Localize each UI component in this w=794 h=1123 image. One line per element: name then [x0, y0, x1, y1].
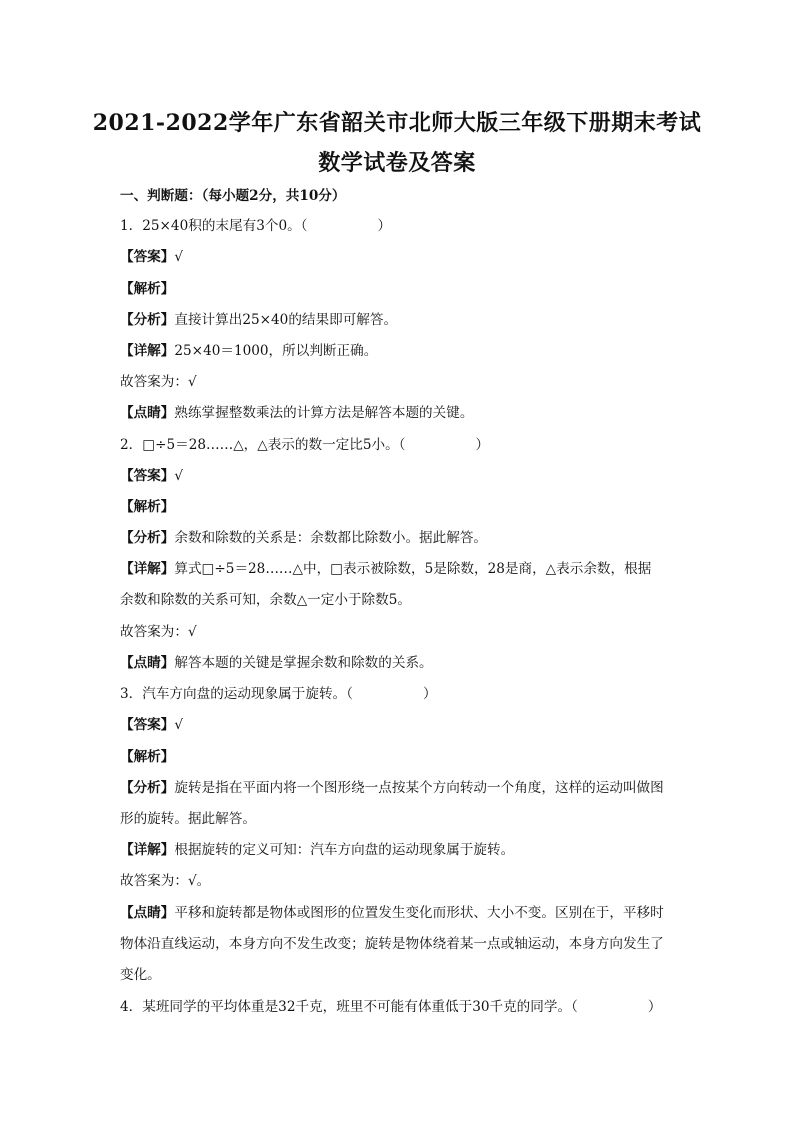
q2-xiangjie-1: 算式□÷5＝28……△中，□表示被除数，5是除数，28是商，△表示余数，根据 — [174, 561, 652, 577]
answer-tag: 【答案】 — [120, 468, 175, 484]
analysis-tag: 【解析】 — [120, 281, 175, 297]
q2-fenxi-row — [120, 528, 487, 548]
q3-answer: √ — [174, 717, 184, 733]
question-3 — [120, 684, 437, 704]
doc-title-line1: 2021-2022学年广东省韶关市北师大版三年级下册期末考试 — [92, 110, 702, 136]
section-header: 一、判断题：（每小题2分，共10分） — [120, 188, 346, 204]
xiangjie-tag: 【详解】 — [120, 343, 175, 359]
q3-dianjing-row — [120, 903, 664, 923]
q2-answer: √ — [174, 468, 184, 484]
q3-dianjing-1: 平移和旋转都是物体或图形的位置发生变化而形状、大小不变。区别在于，平移时 — [174, 905, 664, 921]
q1-fenxi-row — [120, 310, 397, 330]
question-4-close: ） — [647, 999, 662, 1015]
q2-xiangjie-2: 余数和除数的关系可知，余数△一定小于除数5。 — [120, 592, 411, 608]
analysis-tag: 【解析】 — [120, 749, 175, 765]
q3-answer-row — [120, 715, 183, 735]
q2-answer-row — [120, 466, 183, 486]
q3-xiangjie: 根据旋转的定义可知：汽车方向盘的运动现象属于旋转。 — [174, 842, 515, 858]
dianjing-tag: 【点睛】 — [120, 405, 175, 421]
q3-xiangjie-row — [120, 840, 514, 860]
question-4 — [120, 997, 661, 1017]
q3-dianjing-2: 物体沿直线运动，本身方向不发生改变；旋转是物体绕着某一点或轴运动，本身方向发生了 — [120, 936, 664, 952]
question-1 — [120, 216, 391, 236]
q1-dianjing: 熟练掌握整数乘法的计算方法是解答本题的关键。 — [174, 405, 474, 421]
q2-dianjing: 解答本题的关键是掌握余数和除数的关系。 — [174, 655, 433, 671]
xiangjie-tag: 【详解】 — [120, 561, 175, 577]
q3-fenxi-2: 形的旋转。据此解答。 — [120, 811, 256, 827]
q1-final-answer: 故答案为：√ — [120, 374, 197, 390]
doc-title-line2: 数学试卷及答案 — [318, 150, 476, 176]
q1-xiangjie: 25×40＝1000，所以判断正确。 — [174, 343, 378, 359]
q1-fenxi: 直接计算出25×40的结果即可解答。 — [174, 312, 398, 328]
dianjing-tag: 【点睛】 — [120, 905, 175, 921]
q1-xiangjie-row — [120, 341, 377, 361]
answer-tag: 【答案】 — [120, 717, 175, 733]
answer-tag: 【答案】 — [120, 249, 175, 265]
q3-final-answer: 故答案为：√。 — [120, 873, 211, 889]
q1-dianjing-row — [120, 403, 473, 423]
q1-answer-row — [120, 247, 183, 267]
q3-fenxi-1: 旋转是指在平面内将一个图形绕一点按某个方向转动一个角度，这样的运动叫做图 — [174, 780, 664, 796]
q1-answer: √ — [174, 249, 184, 265]
dianjing-tag: 【点睛】 — [120, 655, 175, 671]
question-1-close: ） — [377, 218, 392, 234]
fenxi-tag: 【分析】 — [120, 312, 175, 328]
question-3-close: ） — [422, 686, 437, 702]
question-3-stem: 3．汽车方向盘的运动现象属于旋转。（ — [120, 686, 353, 702]
analysis-tag: 【解析】 — [120, 499, 175, 515]
q2-analysis-row — [120, 497, 174, 517]
q2-dianjing-row — [120, 653, 433, 673]
q1-analysis-row — [120, 279, 174, 299]
q2-xiangjie-row — [120, 559, 651, 579]
q2-final-answer: 故答案为：√ — [120, 624, 197, 640]
q3-dianjing-3: 变化。 — [120, 967, 161, 983]
fenxi-tag: 【分析】 — [120, 780, 175, 796]
q2-fenxi: 余数和除数的关系是：余数都比除数小。据此解答。 — [174, 530, 488, 546]
xiangjie-tag: 【详解】 — [120, 842, 175, 858]
question-4-stem: 4．某班同学的平均体重是32千克，班里不可能有体重低于30千克的同学。（ — [120, 999, 578, 1015]
fenxi-tag: 【分析】 — [120, 530, 175, 546]
question-2-close: ） — [475, 437, 490, 453]
question-2-stem: 2．□÷5＝28……△，△表示的数一定比5小。（ — [120, 437, 406, 453]
q3-fenxi-row — [120, 778, 664, 798]
question-1-stem: 1．25×40积的末尾有3个0。（ — [120, 218, 308, 234]
question-2 — [120, 435, 489, 455]
q3-analysis-row — [120, 747, 174, 767]
